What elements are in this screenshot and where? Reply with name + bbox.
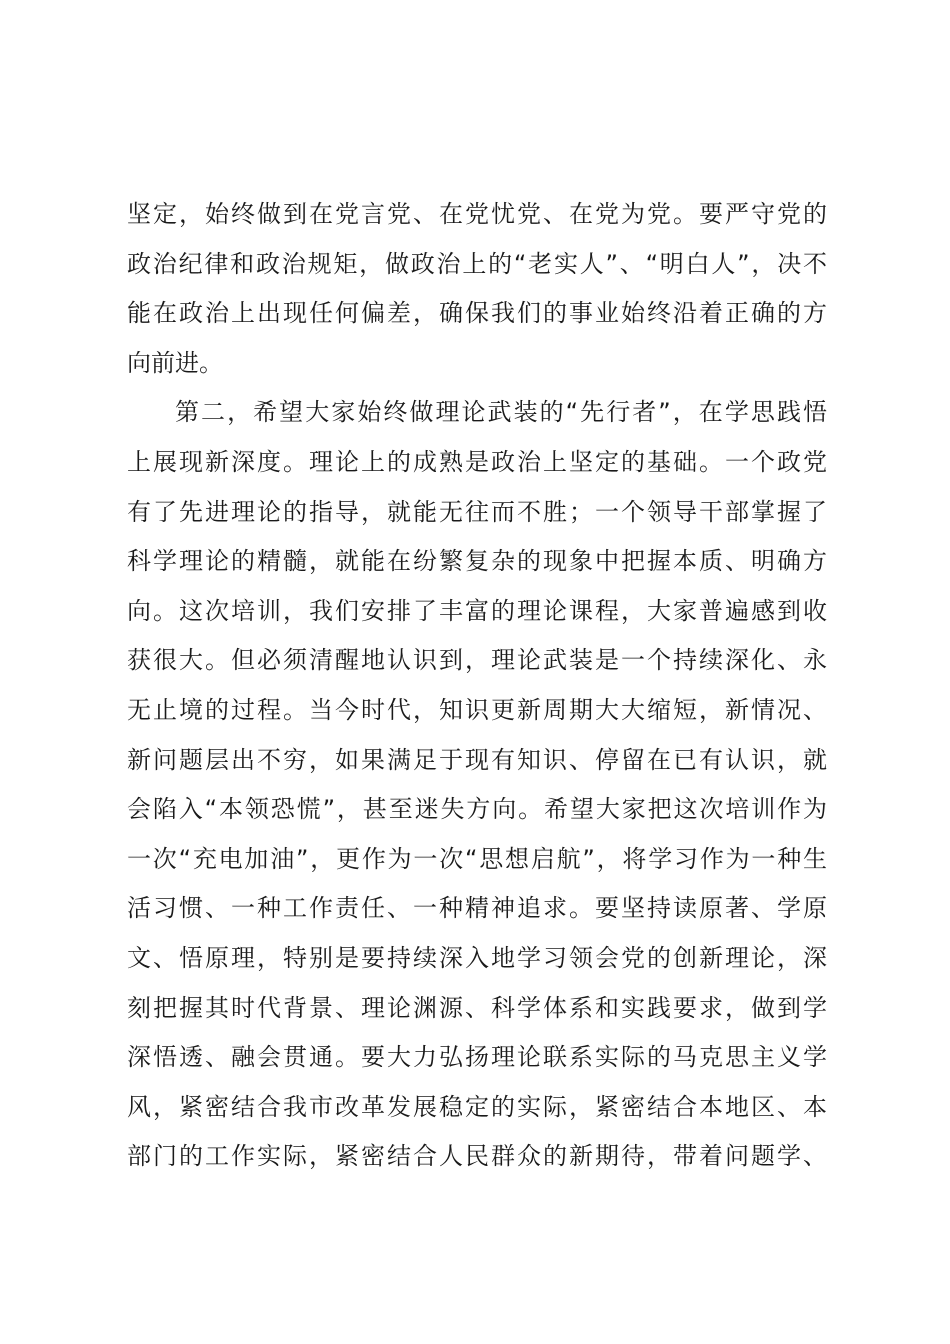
text-line: 能在政治上出现任何偏差，确保我们的事业始终沿着正确的方 <box>127 299 827 328</box>
document-body <box>127 190 827 1182</box>
text-line: 会陷入“本领恐慌”，甚至迷失方向。希望大家把这次培训作为 <box>127 795 827 824</box>
text-line: 向。这次培训，我们安排了丰富的理论课程，大家普遍感到收 <box>127 596 827 625</box>
text-line: 文、悟原理，特别是要持续深入地学习领会党的创新理论，深 <box>127 943 827 972</box>
text-line: 部门的工作实际，紧密结合人民群众的新期待，带着问题学、 <box>127 1142 827 1171</box>
text-line: 活习惯、一种工作责任、一种精神追求。要坚持读原著、学原 <box>127 894 827 923</box>
text-line: 坚定，始终做到在党言党、在党忧党、在党为党。要严守党的 <box>127 200 827 228</box>
text-line: 深悟透、融会贯通。要大力弘扬理论联系实际的马克思主义学 <box>127 1043 827 1072</box>
paragraph-1 <box>127 190 827 388</box>
text-line: 向前进。 <box>127 348 223 377</box>
text-line: 有了先进理论的指导，就能无往而不胜；一个领导干部掌握了 <box>127 497 827 526</box>
paragraph-2 <box>127 388 827 1182</box>
text-line: 风，紧密结合我市改革发展稳定的实际，紧密结合本地区、本 <box>127 1092 827 1121</box>
text-line: 第二，希望大家始终做理论武装的“先行者”，在学思践悟 <box>175 398 827 427</box>
text-line: 获很大。但必须清醒地认识到，理论武装是一个持续深化、永 <box>127 646 827 675</box>
text-line: 刻把握其时代背景、理论渊源、科学体系和实践要求，做到学 <box>127 993 827 1022</box>
text-line: 新问题层出不穷，如果满足于现有知识、停留在已有认识，就 <box>127 745 827 774</box>
text-line: 一次“充电加油”，更作为一次“思想启航”，将学习作为一种生 <box>127 844 827 873</box>
text-line: 政治纪律和政治规矩，做政治上的“老实人”、“明白人”，决不 <box>127 249 827 278</box>
text-line: 无止境的过程。当今时代，知识更新周期大大缩短，新情况、 <box>127 695 827 724</box>
text-line: 上展现新深度。理论上的成熟是政治上坚定的基础。一个政党 <box>127 447 827 476</box>
text-line: 科学理论的精髓，就能在纷繁复杂的现象中把握本质、明确方 <box>127 547 827 576</box>
